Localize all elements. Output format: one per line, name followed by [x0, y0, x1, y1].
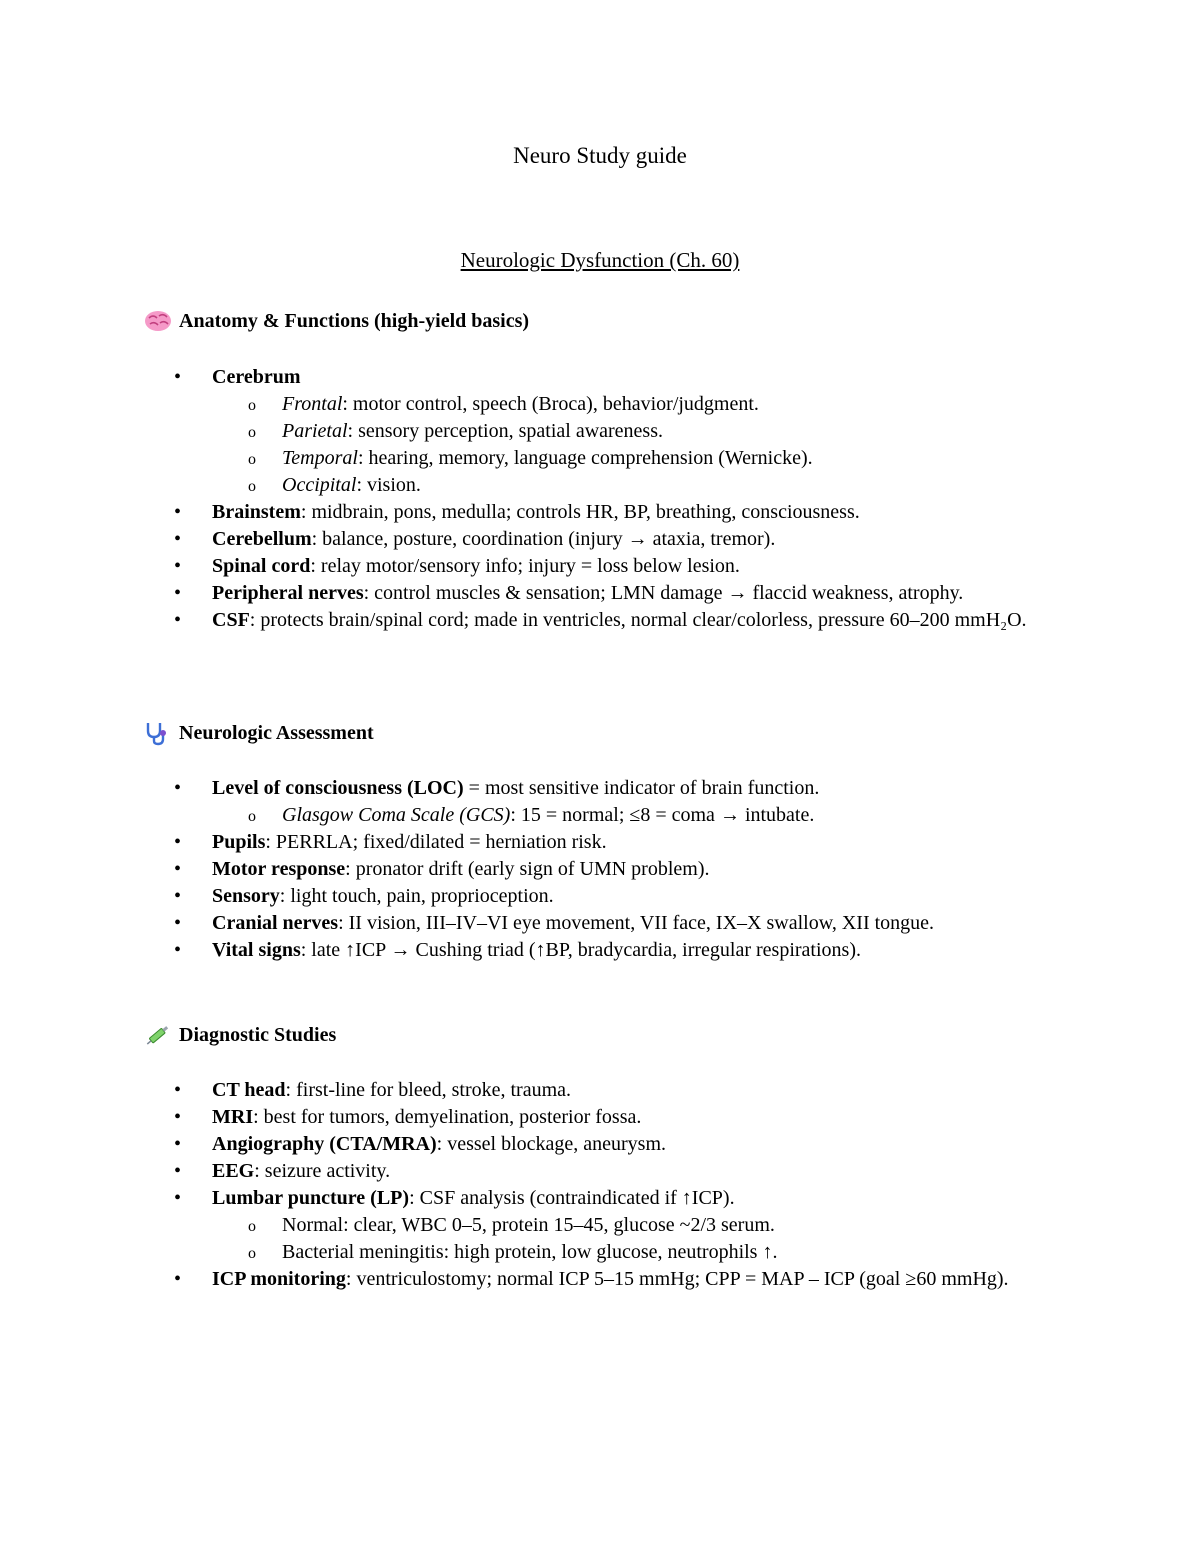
description: Normal: clear, WBC 0–5, protein 15–45, glucose ~2/3 serum.	[282, 1214, 775, 1236]
description: : protects brain/spinal cord; made in ventricles, normal clear/colorless, pressure 60–200 mmH₂O.	[249, 609, 1027, 631]
list-item	[0, 1158, 1200, 1185]
term: Cerebrum	[212, 366, 301, 388]
list-item	[0, 1077, 1200, 1104]
description: : late ↑ICP → Cushing triad (↑BP, bradycardia, irregular respirations).	[300, 939, 861, 961]
chapter-title: Neurologic Dysfunction (Ch. 60)	[460, 248, 740, 272]
section-heading-label: Anatomy & Functions (high-yield basics)	[179, 309, 530, 332]
list-item	[0, 1266, 1200, 1293]
description: : balance, posture, coordination (injury → ataxia, tremor).	[311, 528, 776, 550]
term: Frontal	[282, 393, 343, 415]
term: Vital signs	[212, 939, 301, 961]
description: : sensory perception, spatial awareness.	[347, 420, 663, 442]
term: Angiography (CTA/MRA)	[212, 1133, 437, 1155]
description: = most sensitive indicator of brain function.	[463, 777, 820, 799]
description: : light touch, pain, proprioception.	[279, 885, 554, 907]
description: Bacterial meningitis: high protein, low glucose, neutrophils ↑.	[282, 1241, 778, 1263]
term: Pupils	[212, 831, 266, 853]
document-title: Neuro Study guide	[513, 143, 687, 168]
description: : PERRLA; fixed/dilated = herniation risk.	[265, 831, 607, 853]
sub-list-item	[0, 391, 1200, 418]
list-item	[0, 883, 1200, 910]
list-item	[0, 580, 1200, 607]
list-item	[0, 499, 1200, 526]
term: Sensory	[212, 885, 280, 907]
term: Cerebellum	[212, 528, 312, 550]
sub-list-item	[0, 445, 1200, 472]
section-heading-anatomy	[143, 308, 529, 334]
diagnostics-list	[0, 1077, 1200, 1293]
term: Motor response	[212, 858, 346, 880]
list-item	[0, 607, 1200, 634]
section-heading-assessment	[143, 720, 374, 746]
term: Spinal cord	[212, 555, 311, 577]
description: : vessel blockage, aneurysm.	[436, 1133, 667, 1155]
description: : ventriculostomy; normal ICP 5–15 mmHg; CPP = MAP – ICP (goal ≥60 mmHg).	[345, 1268, 1009, 1290]
list-item	[0, 1131, 1200, 1158]
stethoscope-icon	[143, 720, 173, 746]
term: CSF	[212, 609, 250, 631]
list-item	[0, 364, 1200, 391]
description: : seizure activity.	[254, 1160, 391, 1182]
term: Cranial nerves	[212, 912, 339, 934]
term: Temporal	[282, 447, 358, 469]
list-item	[0, 910, 1200, 937]
description: : CSF analysis (contraindicated if ↑ICP).	[409, 1187, 735, 1209]
assessment-list	[0, 775, 1200, 964]
description: : II vision, III–IV–VI eye movement, VII face, IX–X swallow, XII tongue.	[338, 912, 935, 934]
description: : hearing, memory, language comprehension (Wernicke).	[357, 447, 813, 469]
term: Lumbar puncture (LP)	[212, 1187, 410, 1209]
description: : first-line for bleed, stroke, trauma.	[285, 1079, 572, 1101]
description: : best for tumors, demyelination, posterior fossa.	[253, 1106, 642, 1128]
description: : vision.	[356, 474, 421, 496]
list-item	[0, 1185, 1200, 1212]
list-item	[0, 775, 1200, 802]
list-item	[0, 553, 1200, 580]
list-item	[0, 829, 1200, 856]
section-heading-diagnostics	[143, 1022, 336, 1048]
description: : 15 = normal; ≤8 = coma → intubate.	[510, 804, 815, 826]
description: : midbrain, pons, medulla; controls HR, BP, breathing, consciousness.	[300, 501, 860, 523]
term: Parietal	[282, 420, 348, 442]
description: : relay motor/sensory info; injury = loss below lesion.	[310, 555, 740, 577]
sub-list-item	[0, 418, 1200, 445]
list-item	[0, 937, 1200, 964]
description: : control muscles & sensation; LMN damage → flaccid weakness, atrophy.	[363, 582, 964, 604]
term: Glasgow Coma Scale (GCS)	[282, 804, 511, 826]
term: Occipital	[282, 474, 357, 496]
description: : pronator drift (early sign of UMN problem).	[345, 858, 710, 880]
syringe-icon	[143, 1022, 173, 1048]
section-heading-label: Diagnostic Studies	[179, 1023, 337, 1046]
term: CT head	[212, 1079, 286, 1101]
list-item	[0, 1104, 1200, 1131]
sub-list-item	[0, 1239, 1200, 1266]
sub-list-item	[0, 472, 1200, 499]
term: MRI	[212, 1106, 254, 1128]
term: ICP monitoring	[212, 1268, 346, 1290]
term: EEG	[212, 1160, 255, 1182]
brain-icon	[143, 308, 173, 334]
term: Peripheral nerves	[212, 582, 364, 604]
list-item	[0, 526, 1200, 553]
anatomy-list	[0, 364, 1200, 634]
term: Level of consciousness (LOC)	[212, 777, 464, 799]
sub-list-item	[0, 1212, 1200, 1239]
description: : motor control, speech (Broca), behavior/judgment.	[342, 393, 759, 415]
term: Brainstem	[212, 501, 301, 523]
sub-list-item	[0, 802, 1200, 829]
list-item	[0, 856, 1200, 883]
section-heading-label: Neurologic Assessment	[179, 721, 374, 744]
